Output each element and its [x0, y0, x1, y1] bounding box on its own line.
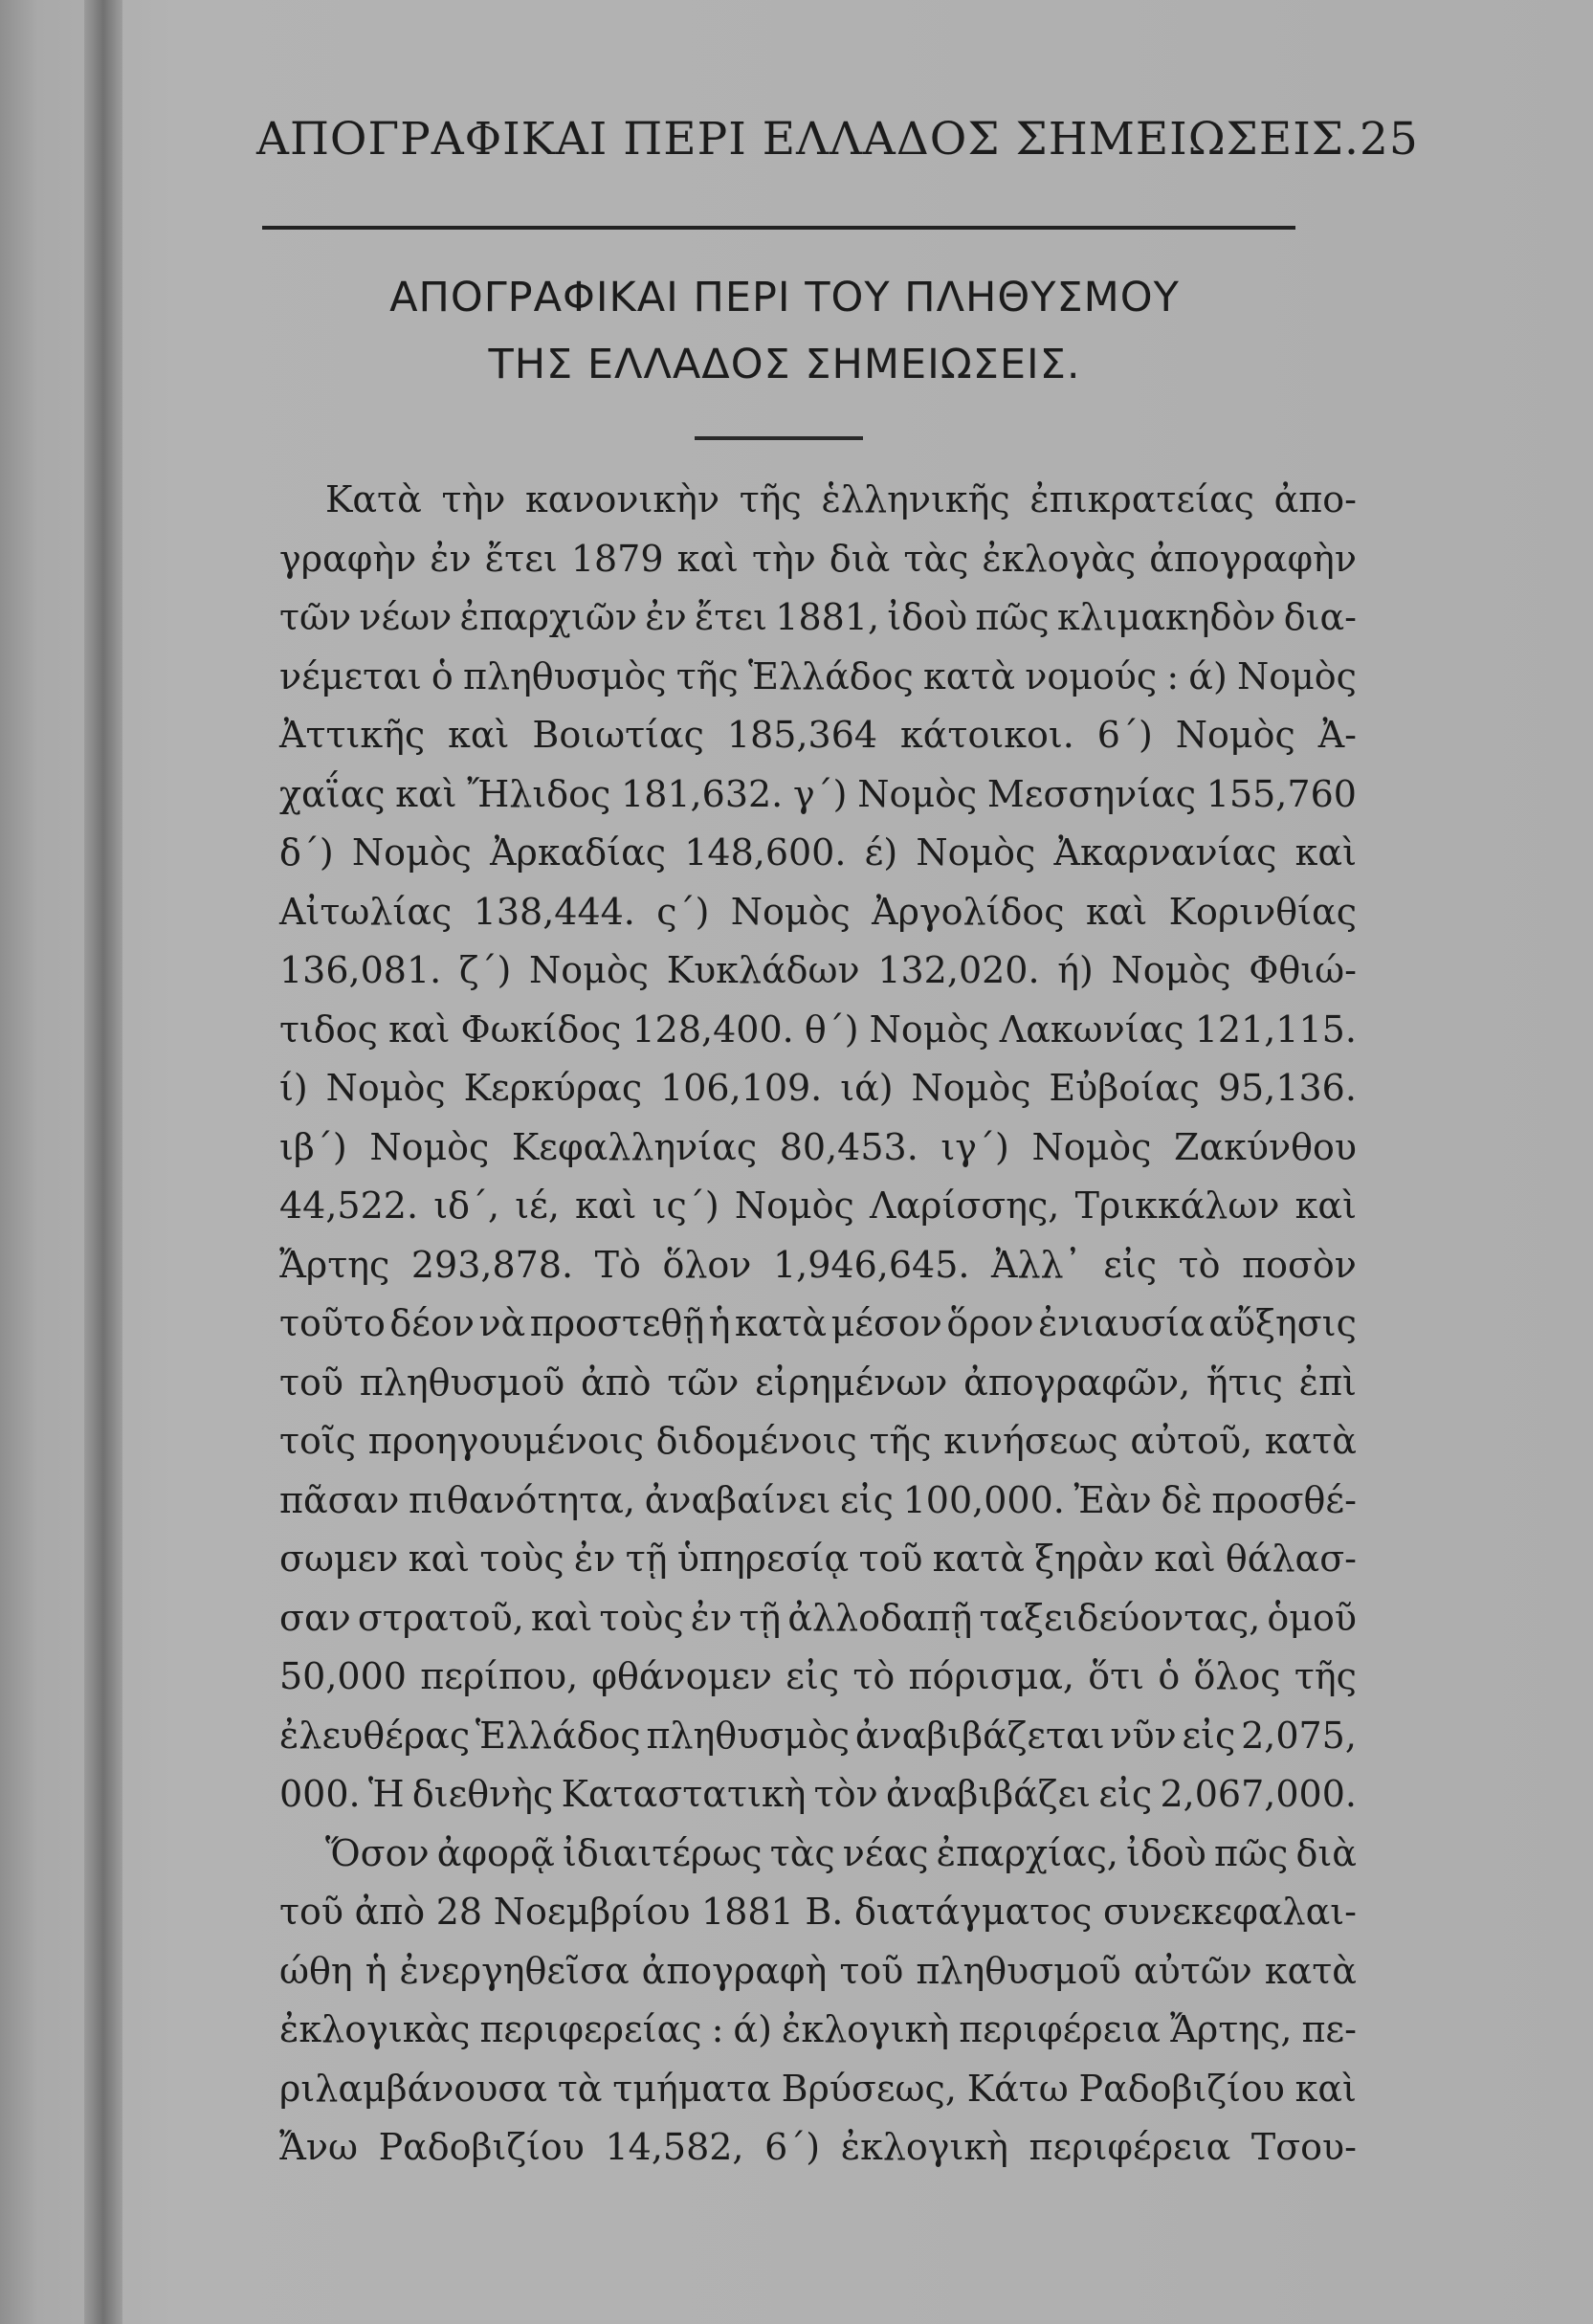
text-word: ἰδοὺ: [887, 596, 968, 638]
text-word: ὁμοῦ: [1267, 1596, 1357, 1639]
text-word: προσθέ-: [1211, 1478, 1357, 1521]
text-line: [279, 706, 1357, 765]
text-word: τῆς: [1294, 1655, 1357, 1697]
text-word: ἀπογραφὴν: [1149, 537, 1357, 580]
text-word: ἥτις: [1206, 1361, 1283, 1404]
text-word: αὐτῶν: [1133, 1949, 1252, 1992]
text-word: τοῦ: [839, 1949, 904, 1992]
text-word: γραφὴν: [279, 537, 417, 580]
text-word: ἀναβαίνει: [644, 1478, 831, 1521]
text-word: ιγ΄): [940, 1125, 1009, 1168]
text-word: Νομὸς: [1031, 1125, 1152, 1168]
text-word: καὶ: [676, 537, 739, 580]
text-word: φθάνομεν: [591, 1655, 773, 1697]
header-rule: [262, 226, 1295, 230]
text-word: καὶ: [530, 1596, 593, 1639]
text-word: 6΄): [1096, 714, 1153, 756]
text-word: ά): [1188, 654, 1228, 697]
text-word: ἀναβιβάζεται: [854, 1714, 1105, 1757]
text-word: κανονικὴν: [525, 478, 720, 520]
text-word: εἰς: [1103, 1243, 1158, 1286]
text-word: ταξειδεύοντας,: [979, 1596, 1261, 1639]
text-word: Λακωνίας: [999, 1007, 1184, 1051]
text-word: τοῦτο: [279, 1302, 386, 1344]
text-word: ιέ,: [515, 1184, 560, 1227]
text-word: Καταστατικὴ: [561, 1773, 807, 1815]
text-word: τιδος: [279, 1007, 378, 1051]
text-word: τῆς: [675, 654, 739, 697]
text-word: πληθυσμοῦ: [916, 1949, 1121, 1992]
text-word: Νομὸς: [730, 890, 851, 933]
text-line: [279, 2118, 1357, 2178]
text-word: ἐπαρχίας,: [936, 1831, 1118, 1874]
text-word: νὰ: [478, 1302, 526, 1344]
text-word: Ζακύνθου: [1174, 1125, 1357, 1168]
text-word: θ΄): [804, 1007, 859, 1051]
text-word: κλιμακηδὸν: [1056, 596, 1276, 638]
text-word: Β.: [805, 1891, 844, 1933]
text-line: [279, 1648, 1357, 1707]
text-word: ἐλευθέρας: [279, 1714, 471, 1757]
text-word: ριλαμβάνουσα: [279, 2067, 547, 2110]
text-word: Ἀττικῆς: [279, 714, 426, 756]
text-word: ἑλληνικῆς: [821, 478, 1010, 520]
text-word: Ἀργολίδος: [872, 890, 1065, 933]
text-word: Τσου-: [1250, 2126, 1357, 2168]
text-line: [279, 1177, 1357, 1236]
text-word: στρατοῦ,: [357, 1596, 524, 1639]
text-word: Ἑλλάδος: [747, 654, 914, 697]
text-word: 148,600.: [684, 831, 847, 874]
page-number: 25: [1359, 113, 1419, 166]
text-line: [279, 2060, 1357, 2119]
text-word: Βρύσεως,: [781, 2067, 957, 2110]
text-word: 80,453.: [779, 1125, 918, 1168]
text-word: 000.: [279, 1773, 361, 1815]
text-word: συνεκεφαλαι-: [1102, 1891, 1357, 1933]
text-word: 121,115.: [1194, 1007, 1357, 1051]
text-line: [279, 1942, 1357, 2002]
text-word: τὰς: [903, 537, 969, 580]
text-word: διὰ: [1295, 1831, 1357, 1874]
text-word: εἰς: [1182, 1714, 1236, 1757]
text-word: Ἡ: [367, 1773, 405, 1815]
text-word: τῇ: [739, 1596, 782, 1639]
text-word: ἀπογραφῶν,: [963, 1361, 1191, 1404]
text-word: περιφέρεια: [959, 2008, 1161, 2050]
text-word: Νομὸς: [869, 1007, 989, 1051]
text-word: τοῦ: [858, 1538, 923, 1580]
text-word: νέμεται: [279, 654, 422, 697]
text-word: ιβ΄): [279, 1125, 347, 1168]
text-word: Νομὸς: [734, 1184, 854, 1227]
text-word: ἀναβιβάζει: [885, 1773, 1092, 1815]
text-word: ιδ΄,: [433, 1184, 500, 1227]
text-word: Κυκλάδων: [666, 949, 860, 991]
text-word: τὴν: [441, 478, 506, 520]
text-word: Βοιωτίας: [532, 714, 704, 756]
text-word: καὶ: [1294, 831, 1357, 874]
text-word: τὸ: [852, 1655, 896, 1697]
text-word: ὁ: [1158, 1655, 1181, 1697]
text-word: δ΄): [279, 831, 334, 874]
text-word: ἔτει: [695, 596, 767, 638]
text-word: ή): [1057, 949, 1094, 991]
text-word: σαν: [279, 1596, 351, 1639]
text-word: διεθνὴς: [411, 1773, 554, 1815]
text-word: Μεσσηνίας: [986, 772, 1197, 815]
text-word: τοῦ: [279, 1361, 344, 1404]
text-word: 50,000: [279, 1655, 407, 1697]
text-word: ἀφορᾷ: [436, 1831, 555, 1874]
text-word: τοῖς: [279, 1420, 357, 1462]
text-word: ἡ: [365, 1949, 387, 1992]
text-word: 106,109.: [660, 1067, 823, 1109]
text-word: Κερκύρας: [463, 1067, 643, 1109]
text-word: 1879: [570, 537, 664, 580]
article-title-line-2: ΤΗΣ ΕΛΛΑΔΟΣ ΣΗΜΕΙΩΣΕΙΣ.: [488, 341, 1081, 388]
text-word: Νομὸς: [1175, 714, 1295, 756]
text-word: ἀπὸ: [354, 1891, 426, 1933]
text-word: Ἀ-: [1317, 714, 1357, 756]
text-word: ἐκλογικὴ: [840, 2126, 1008, 2168]
running-head-title: ΑΠΟΓΡΑΦΙΚΑΙ ΠΕΡΙ ΕΛΛΑΔΟΣ ΣΗΜΕΙΩΣΕΙΣ.: [256, 113, 1360, 166]
text-word: ί): [279, 1067, 308, 1109]
text-word: 138,444.: [473, 890, 635, 933]
text-word: νῦν: [1110, 1714, 1177, 1757]
text-word: τοὺς: [479, 1538, 564, 1580]
body-text: [279, 471, 1357, 2178]
text-word: 28: [435, 1891, 483, 1933]
text-word: ἐκλογικὰς: [279, 2008, 471, 2050]
text-word: καὶ: [408, 1538, 471, 1580]
text-line: [279, 1825, 1357, 1884]
text-word: καὶ: [575, 1184, 637, 1227]
text-word: τοὺς: [599, 1596, 684, 1639]
text-word: πιθανότητα,: [409, 1478, 635, 1521]
text-word: προστεθῇ: [529, 1302, 705, 1344]
text-word: αὔξησις: [1208, 1302, 1357, 1344]
text-word: 132,020.: [877, 949, 1040, 991]
text-word: Νομὸς: [351, 831, 472, 874]
text-word: καὶ: [1085, 890, 1148, 933]
text-line: [279, 1765, 1357, 1825]
article-title: [287, 264, 1282, 398]
text-word: Νομὸς: [916, 831, 1036, 874]
text-word: ὅλος: [1193, 1655, 1281, 1697]
text-word: καὶ: [388, 1007, 451, 1051]
text-word: Ἄρτης: [279, 1243, 390, 1286]
text-word: Ἤλιδος: [467, 772, 611, 815]
text-word: τμήματα: [612, 2067, 771, 2110]
text-word: δὲ: [1161, 1478, 1203, 1521]
text-word: καὶ: [1294, 1184, 1357, 1227]
text-word: Τὸ: [594, 1243, 641, 1286]
text-word: χαΐας: [279, 772, 386, 815]
book-binding-shadow: [84, 0, 122, 2324]
text-word: ἰδοὺ: [1126, 1831, 1206, 1874]
text-word: Κορινθίας: [1168, 890, 1357, 933]
text-word: διδομένοις: [655, 1420, 857, 1462]
text-word: ἰδιαιτέρως: [562, 1831, 763, 1874]
text-word: ώθη: [279, 1949, 353, 1992]
text-word: κατὰ: [1264, 1949, 1357, 1992]
text-word: Αἰτωλίας: [279, 890, 453, 933]
text-word: 44,522.: [279, 1184, 419, 1227]
text-word: τὰ: [557, 2067, 603, 2110]
text-word: δέον: [389, 1302, 475, 1344]
text-word: τῆς: [869, 1420, 932, 1462]
text-line: [279, 941, 1357, 1001]
text-word: Ἐὰν: [1073, 1478, 1152, 1521]
text-word: διὰ: [829, 537, 891, 580]
text-word: εἰς: [785, 1655, 840, 1697]
text-word: τῆς: [739, 478, 802, 520]
text-word: Λαρίσσης,: [870, 1184, 1060, 1227]
text-word: 100,000.: [902, 1478, 1065, 1521]
text-line: [279, 1530, 1357, 1589]
text-line: [279, 824, 1357, 883]
text-word: καὶ: [448, 714, 510, 756]
text-word: ποσὸν: [1242, 1243, 1357, 1286]
text-line: [279, 2001, 1357, 2060]
text-word: ἐκλογικὴ: [781, 2008, 950, 2050]
text-word: κάτοικοι.: [900, 714, 1074, 756]
text-line: [279, 1236, 1357, 1295]
text-word: Νομὸς: [1111, 949, 1231, 991]
text-word: περίπου,: [420, 1655, 579, 1697]
text-word: :: [711, 2008, 724, 2050]
text-word: κατὰ: [932, 1538, 1025, 1580]
text-word: νομούς: [1025, 654, 1158, 697]
text-word: ὅλον: [662, 1243, 752, 1286]
text-word: Κεφαλληνίας: [511, 1125, 758, 1168]
text-word: ἀλλοδαπῇ: [787, 1596, 973, 1639]
text-word: Ἀλλ᾽: [991, 1243, 1082, 1286]
text-word: ἐν: [690, 1596, 733, 1639]
text-word: Νομὸς: [529, 949, 649, 991]
text-word: τὸ: [1178, 1243, 1221, 1286]
text-word: ἐν: [573, 1538, 616, 1580]
text-word: μέσον: [830, 1302, 942, 1344]
text-word: Φθιώ-: [1249, 949, 1357, 991]
text-word: κατὰ: [922, 654, 1016, 697]
text-word: 293,878.: [410, 1243, 574, 1286]
text-word: Ραδοβιζίου: [378, 2126, 585, 2168]
text-word: δια-: [1283, 596, 1357, 638]
text-word: σωμεν: [279, 1538, 399, 1580]
text-word: πῶς: [1214, 1831, 1289, 1874]
text-word: Ὅσον: [325, 1831, 430, 1874]
text-word: τῶν: [279, 596, 352, 638]
text-word: πληθυσμὸς: [646, 1714, 851, 1757]
text-word: ζ΄): [458, 949, 512, 991]
text-word: καὶ: [395, 772, 457, 815]
text-word: 6΄): [764, 2126, 821, 2168]
text-line: [279, 1354, 1357, 1413]
text-line: [279, 648, 1357, 707]
text-word: Ἀκαρνανίας: [1053, 831, 1277, 874]
text-line: [279, 530, 1357, 589]
text-word: 95,136.: [1217, 1067, 1357, 1109]
text-word: Ραδοβιζίου: [1078, 2067, 1285, 2110]
text-word: ς΄): [656, 890, 710, 933]
text-word: 136,081.: [279, 949, 442, 991]
text-word: ἀπο-: [1273, 478, 1357, 520]
text-word: Ἄνω: [279, 2126, 358, 2168]
text-word: περιφέρεια: [1029, 2126, 1231, 2168]
text-word: Ἑλλάδος: [475, 1714, 641, 1757]
text-word: διατάγματος: [853, 1891, 1093, 1933]
text-word: ἐπαρχιῶν: [459, 596, 637, 638]
text-line: [279, 1707, 1357, 1766]
text-word: τὸν: [813, 1773, 878, 1815]
text-word: Νομὸς: [325, 1067, 446, 1109]
text-word: 181,632.: [621, 772, 784, 815]
text-word: Ἄρτης,: [1170, 2008, 1293, 2050]
text-word: τὴν: [751, 537, 816, 580]
text-word: εἰς: [840, 1478, 894, 1521]
text-word: Ἀρκαδίας: [490, 831, 667, 874]
text-word: τοῦ: [279, 1891, 344, 1933]
text-line: [279, 1118, 1357, 1178]
text-word: Νομὸς: [369, 1125, 490, 1168]
text-word: προηγουμένοις: [367, 1420, 644, 1462]
text-line: [279, 883, 1357, 942]
title-separator-rule: [695, 436, 863, 440]
text-word: ιά): [840, 1067, 894, 1109]
running-head: [256, 113, 1419, 166]
text-word: κατὰ: [1264, 1420, 1357, 1462]
text-word: 185,364: [726, 714, 878, 756]
text-word: Κατὰ: [325, 478, 422, 520]
article-title-line-1: ΑΠΟΓΡΑΦΙΚΑΙ ΠΕΡΙ ΤΟΥ ΠΛΗΘΥΣΜΟΥ: [389, 274, 1180, 321]
text-word: ἐνιαυσία: [1038, 1302, 1205, 1344]
text-line: [279, 471, 1357, 530]
text-word: 128,400.: [631, 1007, 794, 1051]
text-line: [279, 1472, 1357, 1531]
text-word: 155,760: [1206, 772, 1357, 815]
text-word: περιφερείας: [479, 2008, 702, 2050]
text-word: ἔτει: [484, 537, 558, 580]
text-word: αὐτοῦ,: [1130, 1420, 1253, 1462]
text-word: ὑπηρεσίᾳ: [676, 1538, 850, 1580]
text-word: ἐν: [645, 596, 687, 638]
text-word: θάλασ-: [1225, 1538, 1357, 1580]
text-word: 1,946,645.: [772, 1243, 970, 1286]
text-word: 2,075,: [1241, 1714, 1357, 1757]
text-word: ἐπὶ: [1298, 1361, 1357, 1404]
text-word: Νομὸς: [1236, 654, 1357, 697]
text-word: ὁ: [431, 654, 454, 697]
text-word: ἐν: [430, 537, 472, 580]
text-line: [279, 1059, 1357, 1118]
text-word: 1881,: [775, 596, 880, 638]
text-word: τῶν: [667, 1361, 740, 1404]
text-word: εἰς: [1098, 1773, 1153, 1815]
text-word: πληθυσμοῦ: [359, 1361, 565, 1404]
text-word: ἡ: [708, 1302, 731, 1344]
text-word: κατὰ: [735, 1302, 828, 1344]
text-word: πε-: [1301, 2008, 1357, 2050]
text-word: νέας: [842, 1831, 929, 1874]
text-word: ὅτι: [1088, 1655, 1145, 1697]
text-word: κινήσεως: [943, 1420, 1118, 1462]
text-line: [279, 1001, 1357, 1060]
text-line: [279, 1883, 1357, 1942]
text-word: ἀπογραφὴ: [641, 1949, 828, 1992]
text-word: 14,582,: [605, 2126, 744, 2168]
text-word: :: [1166, 654, 1180, 697]
text-word: καὶ: [1294, 2067, 1357, 2110]
text-word: πῶς: [975, 596, 1050, 638]
text-word: ἐκλογὰς: [982, 537, 1137, 580]
text-word: 1881: [701, 1891, 794, 1933]
text-word: ἐνεργηθεῖσα: [399, 1949, 630, 1992]
text-word: Νομὸς: [857, 772, 978, 815]
text-word: εἰρημένων: [755, 1361, 948, 1404]
text-line: [279, 588, 1357, 648]
text-word: ἐπικρατείας: [1029, 478, 1254, 520]
text-word: Εὐβοίας: [1049, 1067, 1200, 1109]
text-word: ις΄): [652, 1184, 719, 1227]
text-word: ξηρὰν: [1034, 1538, 1145, 1580]
text-line: [279, 1412, 1357, 1472]
text-word: Κάτω: [966, 2067, 1069, 2110]
text-line: [279, 765, 1357, 825]
text-word: Νοεμβρίου: [493, 1891, 691, 1933]
text-line: [279, 1589, 1357, 1649]
text-word: καὶ: [1154, 1538, 1216, 1580]
text-word: τὰς: [769, 1831, 835, 1874]
text-word: ά): [733, 2008, 772, 2050]
text-word: έ): [864, 831, 898, 874]
text-line: [279, 1295, 1357, 1354]
text-word: 2,067,000.: [1160, 1773, 1357, 1815]
text-word: Φωκίδος: [460, 1007, 622, 1051]
text-word: πληθυσμὸς: [462, 654, 667, 697]
text-word: ἀπὸ: [580, 1361, 652, 1404]
text-word: γ΄): [792, 772, 848, 815]
text-word: ὅρον: [946, 1302, 1034, 1344]
text-word: πόρισμα,: [908, 1655, 1075, 1697]
text-word: τῇ: [625, 1538, 668, 1580]
text-word: πᾶσαν: [279, 1478, 400, 1521]
text-word: Νομὸς: [911, 1067, 1031, 1109]
text-word: νέων: [359, 596, 453, 638]
text-word: Τρικκάλων: [1074, 1184, 1280, 1227]
